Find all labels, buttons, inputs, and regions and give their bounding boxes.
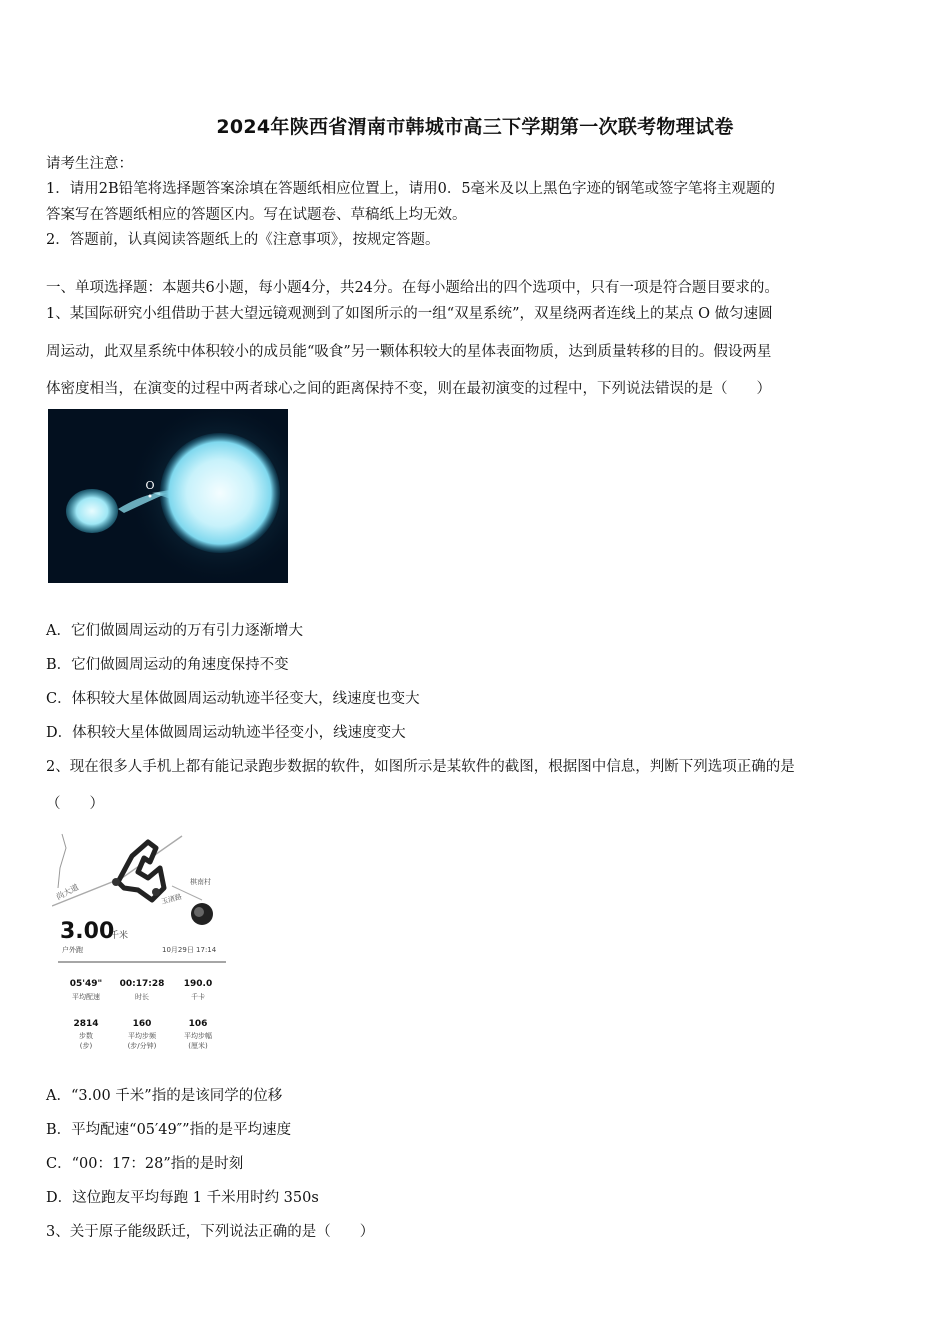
q3-stem-line-1: 3、关于原子能级跃迁，下列说法正确的是（ ） bbox=[46, 1224, 375, 1240]
stat-duration-value: 00:17:28 bbox=[119, 979, 165, 989]
q1-option-d: D．体积较大星体做圆周运动轨迹半径变小，线速度变大 bbox=[46, 725, 406, 741]
q1-stem-line-2: 周运动，此双星系统中体积较小的成员能“吸食”另一颗体积较大的星体表面物质，达到质量转移的目的。假设两星 bbox=[46, 344, 772, 360]
route-end-marker bbox=[152, 888, 160, 896]
q1-option-c: C．体积较大星体做圆周运动轨迹半径变大，线速度也变大 bbox=[46, 691, 420, 707]
small-star bbox=[66, 489, 118, 533]
stat-steps-unit: (步) bbox=[79, 1042, 93, 1050]
binary-star-image bbox=[48, 409, 288, 583]
large-star bbox=[160, 433, 280, 553]
stat-duration-label: 时长 bbox=[135, 993, 149, 1001]
notice-item-2: 2．答题前，认真阅读答题纸上的《注意事项》，按规定答题。 bbox=[46, 232, 440, 248]
q2-option-a: A．“3.00 千米”指的是该同学的位移 bbox=[46, 1088, 283, 1104]
run-mode: 户外跑 bbox=[62, 946, 83, 954]
stat-pace-value: 05'49" bbox=[69, 979, 103, 989]
stat-stride-value: 106 bbox=[188, 1019, 208, 1029]
q1-stem-line-1: 1、某国际研究小组借助于甚大望远镜观测到了如图所示的一组“双星系统”，双星绕两者连线上的某点 O 做匀速圆 bbox=[46, 306, 773, 322]
center-point-label: O bbox=[145, 479, 155, 492]
q1-option-b: B．它们做圆周运动的角速度保持不变 bbox=[46, 657, 289, 673]
stat-cadence-label: 平均步频 bbox=[128, 1032, 156, 1040]
q2-option-c: C．“00：17：28”指的是时刻 bbox=[46, 1156, 244, 1172]
page-title: 2024年陕西省渭南市韩城市高三下学期第一次联考物理试卷 bbox=[216, 116, 734, 138]
q2-stem-line-2: （ ） bbox=[46, 796, 104, 812]
route-start-marker bbox=[112, 878, 120, 886]
q2-option-d: D．这位跑友平均每跑 1 千米用时约 350s bbox=[46, 1190, 319, 1206]
stat-steps-label: 步数 bbox=[79, 1032, 93, 1040]
stat-pace-label: 平均配速 bbox=[72, 993, 100, 1001]
stat-stride-unit: (厘米) bbox=[188, 1042, 208, 1050]
stat-cadence-value: 160 bbox=[132, 1019, 152, 1029]
stat-steps-value: 2814 bbox=[73, 1019, 99, 1029]
distance-unit: 千米 bbox=[110, 931, 129, 941]
binary-star-illustration bbox=[48, 409, 288, 583]
stat-calories-value: 190.0 bbox=[183, 979, 213, 989]
map-road-label-2: 玉渚路 bbox=[160, 892, 183, 906]
map-road-label-1: 尚大道 bbox=[54, 882, 81, 902]
notice-heading: 请考生注意： bbox=[46, 156, 133, 172]
stat-stride-label: 平均步幅 bbox=[184, 1032, 212, 1040]
stat-cadence-unit: (步/分钟) bbox=[127, 1042, 157, 1050]
q2-stem-line-1: 2、现在很多人手机上都有能记录跑步数据的软件，如图所示是某软件的截图，根据图中信息，判断下列选项正确的是 bbox=[46, 759, 795, 775]
notice-item-1-line-1: 1．请用2B铅笔将选择题答案涂填在答题纸相应位置上，请用0．5毫米及以上黑色字迹的钢笔或签字笔将主观题的 bbox=[46, 181, 776, 197]
notice-item-1-line-2: 答案写在答题纸相应的答题区内。写在试题卷、草稿纸上均无效。 bbox=[46, 207, 467, 223]
section-1-heading: 一、单项选择题：本题共6小题，每小题4分，共24分。在每小题给出的四个选项中，只有一项是符合题目要求的。 bbox=[46, 280, 779, 296]
q2-option-b: B．平均配速“05′49″”指的是平均速度 bbox=[46, 1122, 292, 1138]
q1-option-a: A．它们做圆周运动的万有引力逐渐增大 bbox=[46, 623, 303, 639]
map-village-label: 棋南村 bbox=[190, 878, 211, 886]
q1-stem-line-3: 体密度相当，在演变的过程中两者球心之间的距离保持不变，则在最初演变的过程中，下列说法错误的是（ ） bbox=[46, 381, 771, 397]
running-app-illustration bbox=[52, 828, 232, 1056]
distance-value: 3.00 bbox=[60, 919, 115, 944]
running-app-screenshot bbox=[52, 828, 232, 1056]
run-datetime: 10月29日 17:14 bbox=[162, 946, 217, 954]
stat-calories-label: 千卡 bbox=[191, 993, 205, 1001]
